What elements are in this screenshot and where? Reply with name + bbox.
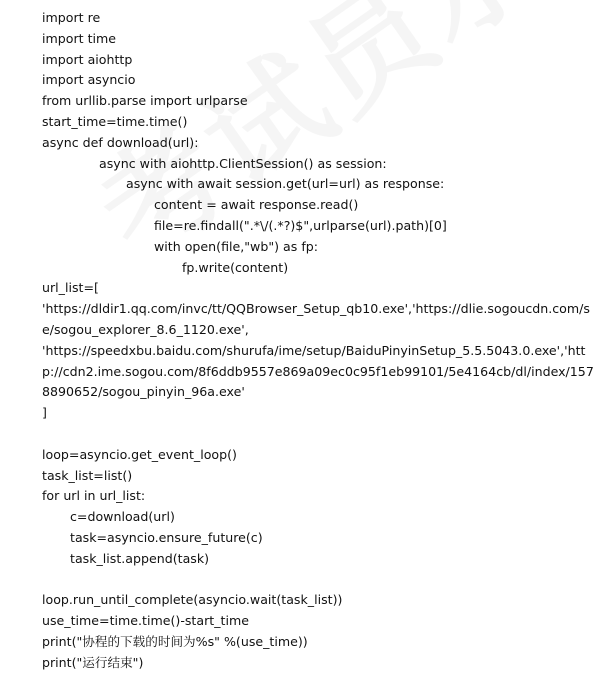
blank-line <box>42 570 598 591</box>
code-line: c=download(url) <box>70 509 175 525</box>
code-line: 'https://speedxbu.baidu.com/shurufa/ime/setup/BaiduPinyinSetup_5.5.5043.0.exe','http://cdn2.ime.sogou.com/8f6ddb9557e869a09ec0c95f1eb99101/5e4164cb/dl/index/1578890652/sogou_pinyin_96a.exe' <box>42 342 594 400</box>
code-line: async def download(url): <box>42 134 199 150</box>
code-line: url_list=[ <box>42 280 99 296</box>
code-line: loop.run_until_complete(asyncio.wait(task_list)) <box>42 592 343 608</box>
code-line: for url in url_list: <box>42 488 146 504</box>
code-line: content = await response.read() <box>154 197 359 213</box>
code-line: use_time=time.time()-start_time <box>42 613 249 629</box>
code-line: print("运行结束") <box>42 654 144 670</box>
code-line: task=asyncio.ensure_future(c) <box>70 529 263 545</box>
code-line: import aiohttp <box>42 51 133 67</box>
code-line: with open(file,"wb") as fp: <box>154 238 318 254</box>
code-line: start_time=time.time() <box>42 113 188 129</box>
code-line: task_list.append(task) <box>70 550 210 566</box>
code-line: print("协程的下载的时间为%s" %(use_time)) <box>42 633 308 649</box>
code-line: async with await session.get(url=url) as response: <box>126 176 445 192</box>
code-line: async with aiohttp.ClientSession() as session: <box>99 155 387 171</box>
blank-line <box>42 424 598 445</box>
code-line: 'https://dldir1.qq.com/invc/tt/QQBrowser_Setup_qb10.exe','https://dlie.sogoucdn.com/se/sogou_explorer_8.6_1120.exe', <box>42 301 590 337</box>
code-line: file=re.findall(".*\/(.*?)$",urlparse(url).path)[0] <box>154 217 447 233</box>
code-line: import asyncio <box>42 72 136 88</box>
code-line: loop=asyncio.get_event_loop() <box>42 446 237 462</box>
code-line: ] <box>42 405 47 421</box>
code-line: fp.write(content) <box>182 259 289 275</box>
code-line: from urllib.parse import urlparse <box>42 93 248 109</box>
code-block <box>42 8 598 674</box>
code-line: task_list=list() <box>42 467 133 483</box>
code-line: import re <box>42 10 101 25</box>
code-line: import time <box>42 30 117 46</box>
